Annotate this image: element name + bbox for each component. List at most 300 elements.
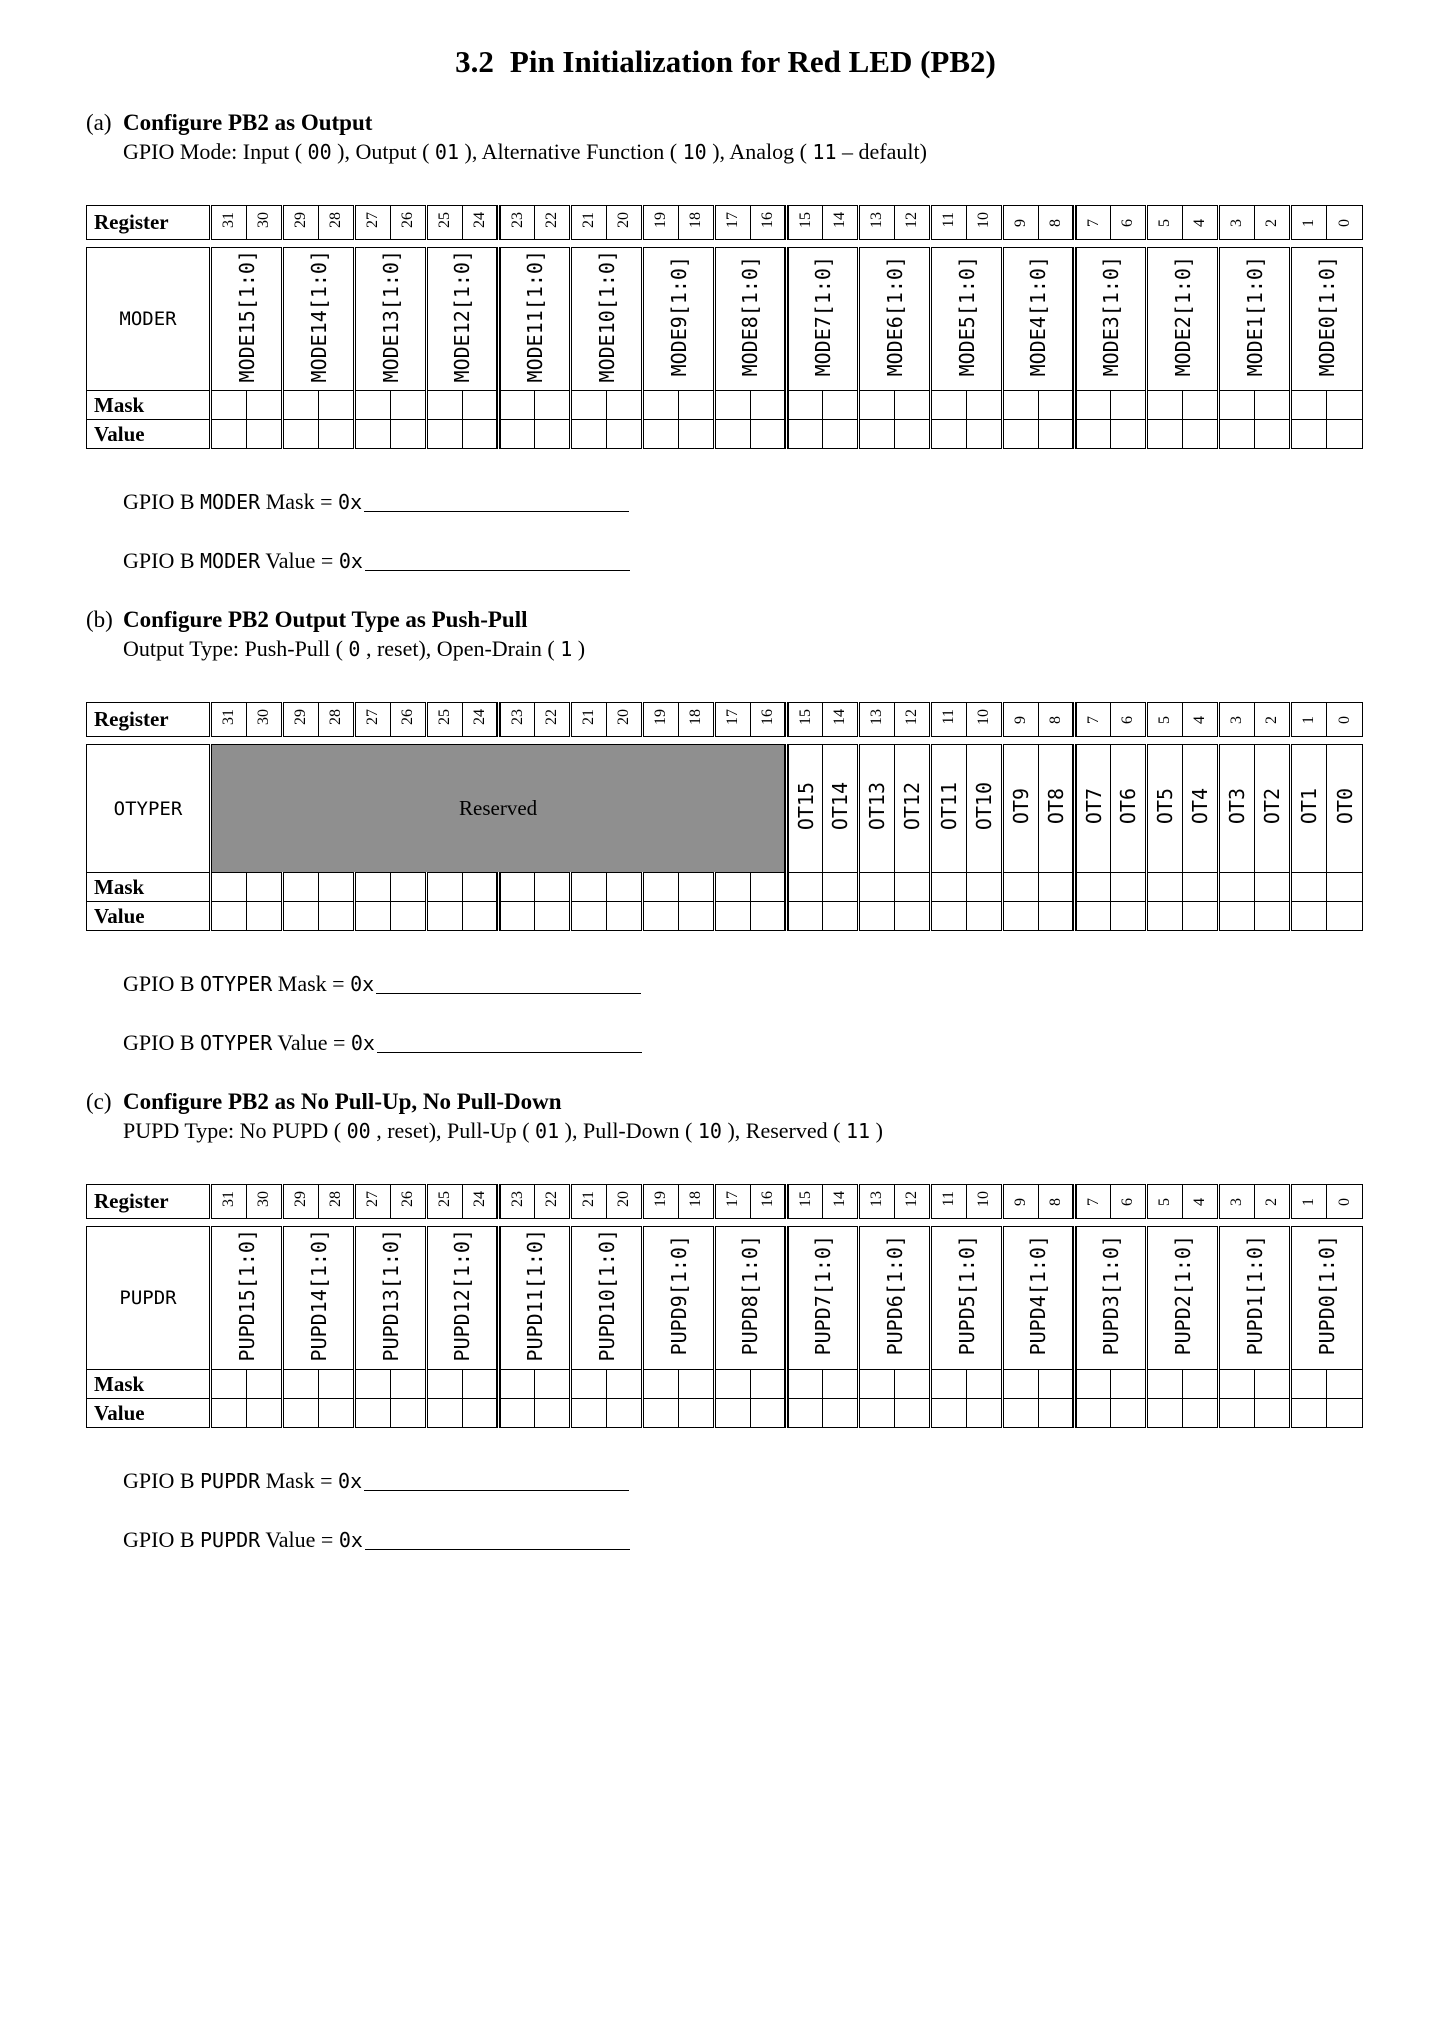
section-a — [86, 110, 1365, 574]
value-bit-cell[interactable] — [1183, 420, 1219, 449]
field-label: MODE10[1:0] — [594, 250, 619, 383]
value-bit-cell[interactable] — [1003, 902, 1039, 931]
mask-bit-cell[interactable] — [319, 873, 355, 902]
value-bit-cell[interactable] — [355, 420, 391, 449]
value-bit-cell[interactable] — [1075, 1399, 1111, 1428]
mask-bit-cell[interactable] — [499, 873, 535, 902]
value-bit-cell[interactable] — [1219, 1399, 1255, 1428]
bit-number-cell — [391, 703, 427, 737]
bit-number-cell — [895, 206, 931, 240]
mask-bit-cell[interactable] — [1255, 1370, 1291, 1399]
bit-number-cell — [1219, 1185, 1255, 1219]
value-bit-cell[interactable] — [427, 420, 463, 449]
value-bit-cell[interactable] — [1255, 1399, 1291, 1428]
value-bit-cell[interactable] — [1219, 420, 1255, 449]
field-cell — [787, 248, 859, 391]
field-cell — [1183, 745, 1219, 873]
section-heading-row — [86, 1089, 1365, 1115]
description-segment: ) — [577, 636, 586, 661]
mask-bit-cell[interactable] — [643, 391, 679, 420]
value-bit-cell[interactable] — [247, 420, 283, 449]
value-bit-cell[interactable] — [895, 420, 931, 449]
value-bit-cell[interactable] — [751, 1399, 787, 1428]
mask-bit-cell[interactable] — [1111, 873, 1147, 902]
field-label: PUPD9[1:0] — [666, 1235, 691, 1356]
value-bit-cell[interactable] — [571, 1399, 607, 1428]
mask-bit-cell[interactable] — [823, 1370, 859, 1399]
bit-number-cell — [1003, 206, 1039, 240]
fill-prefix: GPIO B — [123, 1468, 201, 1493]
mask-bit-cell[interactable] — [535, 1370, 571, 1399]
mask-bit-cell[interactable] — [679, 873, 715, 902]
bit-number-cell — [1255, 1185, 1291, 1219]
mask-bit-cell[interactable] — [463, 391, 499, 420]
section-description — [123, 636, 1365, 662]
mask-bit-cell[interactable] — [391, 873, 427, 902]
mask-bit-cell[interactable] — [607, 873, 643, 902]
mask-bit-cell[interactable] — [1219, 873, 1255, 902]
field-cell — [643, 248, 715, 391]
page-title-text: Pin Initialization for Red LED (PB2) — [509, 44, 996, 79]
bit-number-cell — [967, 1185, 1003, 1219]
mask-bit-cell[interactable] — [1291, 391, 1327, 420]
mask-bit-cell[interactable] — [1183, 1370, 1219, 1399]
mask-bit-cell[interactable] — [283, 873, 319, 902]
value-bit-cell[interactable] — [1291, 1399, 1327, 1428]
value-bit-cell[interactable] — [751, 902, 787, 931]
bit-number-cell — [391, 206, 427, 240]
value-bit-cell[interactable] — [571, 420, 607, 449]
mask-bit-cell[interactable] — [283, 391, 319, 420]
value-bit-cell[interactable] — [1075, 902, 1111, 931]
bit-number-cell — [355, 1185, 391, 1219]
value-bit-cell[interactable] — [859, 902, 895, 931]
bit-number-cell — [463, 206, 499, 240]
description-segment: 00 — [346, 1119, 371, 1143]
value-bit-cell[interactable] — [1327, 420, 1363, 449]
mask-bit-cell[interactable] — [319, 1370, 355, 1399]
mask-label-cell: Mask — [87, 1370, 211, 1399]
bit-number: 12 — [903, 1191, 920, 1207]
mask-bit-cell[interactable] — [787, 391, 823, 420]
field-label: OT10 — [972, 781, 997, 831]
mask-bit-cell[interactable] — [715, 1370, 751, 1399]
mask-bit-cell[interactable] — [787, 873, 823, 902]
bit-number-cell — [535, 703, 571, 737]
hex-prefix: 0x — [338, 490, 363, 514]
mask-bit-cell[interactable] — [463, 873, 499, 902]
mask-bit-cell[interactable] — [679, 391, 715, 420]
description-segment: ), Analog ( — [712, 139, 807, 164]
mask-bit-cell[interactable] — [427, 873, 463, 902]
value-bit-cell[interactable] — [427, 1399, 463, 1428]
value-bit-cell[interactable] — [535, 902, 571, 931]
mask-bit-cell[interactable] — [643, 873, 679, 902]
value-bit-cell[interactable] — [211, 902, 247, 931]
bit-number: 13 — [868, 212, 885, 228]
mask-bit-cell[interactable] — [1003, 391, 1039, 420]
section-label: (b) — [86, 607, 113, 632]
field-label: OT0 — [1332, 787, 1357, 825]
value-bit-cell[interactable] — [1075, 420, 1111, 449]
value-bit-cell[interactable] — [1327, 1399, 1363, 1428]
value-bit-cell[interactable] — [643, 420, 679, 449]
mask-bit-cell[interactable] — [1147, 391, 1183, 420]
value-bit-cell[interactable] — [787, 420, 823, 449]
mask-bit-cell[interactable] — [607, 1370, 643, 1399]
value-bit-cell[interactable] — [355, 902, 391, 931]
mask-bit-cell[interactable] — [247, 873, 283, 902]
mask-bit-cell[interactable] — [499, 1370, 535, 1399]
bit-number: 25 — [436, 709, 453, 725]
bit-number: 17 — [724, 709, 741, 725]
mask-bit-cell[interactable] — [283, 1370, 319, 1399]
value-bit-cell[interactable] — [1111, 1399, 1147, 1428]
value-bit-cell[interactable] — [211, 420, 247, 449]
fill-blank-line[interactable] — [365, 1547, 630, 1550]
bit-number-cell — [607, 1185, 643, 1219]
bit-header-table — [86, 205, 1363, 240]
description-segment: ), Output ( — [337, 139, 430, 164]
mask-bit-cell[interactable] — [751, 1370, 787, 1399]
value-bit-cell[interactable] — [823, 420, 859, 449]
mask-bit-cell[interactable] — [535, 391, 571, 420]
mask-bit-cell[interactable] — [1039, 873, 1075, 902]
value-bit-cell[interactable] — [391, 902, 427, 931]
fill-in-line — [123, 548, 1365, 574]
description-segment: 10 — [682, 140, 707, 164]
value-bit-cell[interactable] — [679, 1399, 715, 1428]
mask-bit-cell[interactable] — [895, 873, 931, 902]
value-bit-cell[interactable] — [463, 1399, 499, 1428]
field-label: PUPD13[1:0] — [378, 1229, 403, 1362]
field-row — [87, 745, 1363, 873]
mask-label-cell: Mask — [87, 391, 211, 420]
mask-bit-cell[interactable] — [1327, 391, 1363, 420]
value-bit-cell[interactable] — [787, 902, 823, 931]
value-bit-cell[interactable] — [499, 902, 535, 931]
value-bit-cell[interactable] — [499, 1399, 535, 1428]
value-bit-cell[interactable] — [1255, 902, 1291, 931]
value-bit-cell[interactable] — [679, 420, 715, 449]
mask-bit-cell[interactable] — [1219, 1370, 1255, 1399]
mask-bit-cell[interactable] — [715, 873, 751, 902]
value-bit-cell[interactable] — [1147, 1399, 1183, 1428]
mask-bit-cell[interactable] — [1075, 1370, 1111, 1399]
bit-number-cell — [463, 703, 499, 737]
mask-bit-cell[interactable] — [247, 1370, 283, 1399]
description-segment: ), Pull-Down ( — [564, 1118, 693, 1143]
mask-bit-cell[interactable] — [895, 391, 931, 420]
mask-bit-cell[interactable] — [859, 1370, 895, 1399]
bit-number: 27 — [364, 212, 381, 228]
bit-number: 17 — [724, 1191, 741, 1207]
field-label: MODE13[1:0] — [378, 250, 403, 383]
mask-bit-cell[interactable] — [859, 873, 895, 902]
mask-bit-cell[interactable] — [1111, 1370, 1147, 1399]
mask-bit-cell[interactable] — [679, 1370, 715, 1399]
mask-bit-cell[interactable] — [1327, 1370, 1363, 1399]
mask-bit-cell[interactable] — [211, 873, 247, 902]
field-label: PUPD11[1:0] — [523, 1229, 547, 1362]
field-cell — [715, 248, 787, 391]
mask-bit-cell[interactable] — [499, 391, 535, 420]
bit-number-cell — [571, 703, 607, 737]
mask-bit-cell[interactable] — [535, 873, 571, 902]
value-bit-cell[interactable] — [319, 420, 355, 449]
value-bit-cell[interactable] — [607, 1399, 643, 1428]
value-bit-cell[interactable] — [247, 902, 283, 931]
value-bit-cell[interactable] — [427, 902, 463, 931]
bit-number-cell — [499, 703, 535, 737]
mask-bit-cell[interactable] — [427, 391, 463, 420]
fill-register-name: PUPDR — [200, 1469, 261, 1493]
fill-blank-line[interactable] — [364, 509, 629, 512]
bit-number: 2 — [1263, 1197, 1280, 1206]
bit-number-cell — [1327, 703, 1363, 737]
bit-number: 21 — [580, 709, 597, 725]
bit-number-cell — [1255, 703, 1291, 737]
value-bit-cell[interactable] — [643, 1399, 679, 1428]
value-bit-cell[interactable] — [391, 1399, 427, 1428]
description-segment: 11 — [845, 1119, 871, 1143]
value-bit-cell[interactable] — [535, 1399, 571, 1428]
value-bit-cell[interactable] — [823, 902, 859, 931]
mask-bit-cell[interactable] — [1147, 873, 1183, 902]
mask-bit-cell[interactable] — [859, 391, 895, 420]
bit-number: 16 — [758, 1191, 776, 1207]
value-bit-cell[interactable] — [1147, 420, 1183, 449]
bit-number-cell — [1111, 703, 1147, 737]
bit-number: 15 — [796, 212, 814, 228]
bit-number-cell — [427, 206, 463, 240]
value-bit-cell[interactable] — [283, 1399, 319, 1428]
value-bit-cell[interactable] — [463, 902, 499, 931]
mask-bit-cell[interactable] — [1255, 873, 1291, 902]
mask-bit-cell[interactable] — [931, 1370, 967, 1399]
mask-bit-cell[interactable] — [1291, 1370, 1327, 1399]
fill-blank-line[interactable] — [364, 1488, 629, 1491]
bit-number: 28 — [327, 212, 344, 228]
value-bit-cell[interactable] — [859, 420, 895, 449]
mask-bit-cell[interactable] — [967, 873, 1003, 902]
bit-number: 10 — [975, 212, 992, 228]
mask-bit-cell[interactable] — [787, 1370, 823, 1399]
value-bit-cell[interactable] — [607, 420, 643, 449]
mask-bit-cell[interactable] — [427, 1370, 463, 1399]
mask-bit-cell[interactable] — [931, 391, 967, 420]
value-bit-cell[interactable] — [355, 1399, 391, 1428]
value-bit-cell[interactable] — [1111, 902, 1147, 931]
value-bit-cell[interactable] — [1003, 1399, 1039, 1428]
description-segment: , reset), Open-Drain ( — [365, 636, 555, 661]
bit-number-cell — [715, 703, 751, 737]
value-bit-cell[interactable] — [823, 1399, 859, 1428]
field-cell — [1075, 1227, 1147, 1370]
bit-number-cell — [427, 1185, 463, 1219]
mask-bit-cell[interactable] — [1111, 391, 1147, 420]
bit-number: 11 — [940, 212, 957, 228]
field-label: OT9 — [1009, 787, 1034, 825]
mask-bit-cell[interactable] — [247, 391, 283, 420]
value-bit-cell[interactable] — [247, 1399, 283, 1428]
mask-bit-cell[interactable] — [967, 1370, 1003, 1399]
value-bit-cell[interactable] — [967, 420, 1003, 449]
mask-bit-cell[interactable] — [355, 391, 391, 420]
value-bit-cell[interactable] — [895, 902, 931, 931]
mask-bit-cell[interactable] — [571, 1370, 607, 1399]
bit-number: 8 — [1046, 218, 1064, 227]
value-bit-cell[interactable] — [319, 1399, 355, 1428]
value-bit-cell[interactable] — [1291, 420, 1327, 449]
mask-bit-cell[interactable] — [607, 391, 643, 420]
value-bit-cell[interactable] — [643, 902, 679, 931]
mask-bit-cell[interactable] — [391, 1370, 427, 1399]
value-bit-cell[interactable] — [895, 1399, 931, 1428]
mask-bit-cell[interactable] — [319, 391, 355, 420]
mask-bit-cell[interactable] — [931, 873, 967, 902]
description-segment: 11 — [812, 140, 837, 164]
mask-bit-cell[interactable] — [571, 391, 607, 420]
bit-number: 18 — [687, 1191, 704, 1207]
mask-bit-cell[interactable] — [391, 391, 427, 420]
mask-bit-cell[interactable] — [1255, 391, 1291, 420]
value-bit-cell[interactable] — [787, 1399, 823, 1428]
bit-number-cell — [247, 206, 283, 240]
fill-kind: Value = — [260, 548, 339, 573]
mask-bit-cell[interactable] — [355, 873, 391, 902]
value-bit-cell[interactable] — [1111, 420, 1147, 449]
mask-bit-cell[interactable] — [1183, 391, 1219, 420]
mask-bit-cell[interactable] — [211, 1370, 247, 1399]
value-bit-cell[interactable] — [1183, 1399, 1219, 1428]
value-bit-cell[interactable] — [1183, 902, 1219, 931]
value-bit-cell[interactable] — [751, 420, 787, 449]
mask-bit-cell[interactable] — [1327, 873, 1363, 902]
value-bit-cell[interactable] — [931, 420, 967, 449]
value-bit-cell[interactable] — [319, 902, 355, 931]
value-bit-cell[interactable] — [1147, 902, 1183, 931]
mask-bit-cell[interactable] — [967, 391, 1003, 420]
bit-number: 29 — [292, 1191, 309, 1207]
value-bit-cell[interactable] — [391, 420, 427, 449]
field-label: MODE5[1:0] — [954, 256, 979, 377]
mask-bit-cell[interactable] — [751, 391, 787, 420]
bit-number: 4 — [1191, 1197, 1208, 1206]
bit-number-cell — [391, 1185, 427, 1219]
mask-bit-cell[interactable] — [1219, 391, 1255, 420]
pupdr-body-table — [86, 1226, 1363, 1428]
bit-number-cell — [283, 703, 319, 737]
mask-bit-cell[interactable] — [463, 1370, 499, 1399]
value-bit-cell[interactable] — [715, 1399, 751, 1428]
bit-number: 14 — [831, 212, 848, 228]
mask-row — [87, 873, 1363, 902]
field-label: OT12 — [900, 781, 925, 831]
bit-number: 25 — [436, 212, 453, 228]
bit-number: 6 — [1119, 218, 1136, 227]
value-bit-cell[interactable] — [607, 902, 643, 931]
mask-bit-cell[interactable] — [1003, 1370, 1039, 1399]
value-bit-cell[interactable] — [535, 420, 571, 449]
value-bit-cell[interactable] — [967, 902, 1003, 931]
mask-bit-cell[interactable] — [1291, 873, 1327, 902]
field-cell — [283, 1227, 355, 1370]
value-bit-cell[interactable] — [1219, 902, 1255, 931]
bit-number: 23 — [508, 709, 526, 725]
mask-bit-cell[interactable] — [355, 1370, 391, 1399]
value-bit-cell[interactable] — [859, 1399, 895, 1428]
mask-bit-cell[interactable] — [1147, 1370, 1183, 1399]
bit-number-cell — [1039, 206, 1075, 240]
value-bit-cell[interactable] — [1003, 420, 1039, 449]
value-bit-cell[interactable] — [1291, 902, 1327, 931]
value-bit-cell[interactable] — [1039, 902, 1075, 931]
bit-number-cell — [859, 206, 895, 240]
mask-bit-cell[interactable] — [1003, 873, 1039, 902]
value-bit-cell[interactable] — [499, 420, 535, 449]
bit-number: 1 — [1300, 715, 1317, 724]
value-bit-cell[interactable] — [1327, 902, 1363, 931]
bit-number: 26 — [399, 1191, 416, 1207]
value-bit-cell[interactable] — [931, 902, 967, 931]
value-bit-cell[interactable] — [931, 1399, 967, 1428]
bit-number-cell — [823, 206, 859, 240]
value-bit-cell[interactable] — [1039, 420, 1075, 449]
mask-bit-cell[interactable] — [1039, 391, 1075, 420]
bit-number-cell — [859, 703, 895, 737]
mask-bit-cell[interactable] — [751, 873, 787, 902]
mask-bit-cell[interactable] — [1075, 873, 1111, 902]
fill-blank-line[interactable] — [377, 1050, 642, 1053]
value-bit-cell[interactable] — [1255, 420, 1291, 449]
bit-number: 12 — [903, 709, 920, 725]
fill-blank-line[interactable] — [365, 568, 630, 571]
value-bit-cell[interactable] — [283, 902, 319, 931]
mask-bit-cell[interactable] — [823, 391, 859, 420]
mask-bit-cell[interactable] — [571, 873, 607, 902]
value-bit-cell[interactable] — [679, 902, 715, 931]
mask-bit-cell[interactable] — [1075, 391, 1111, 420]
description-segment: ) — [875, 1118, 883, 1143]
fill-register-name: OTYPER — [200, 1031, 273, 1055]
mask-bit-cell[interactable] — [715, 391, 751, 420]
field-label: MODE6[1:0] — [882, 256, 907, 377]
field-label: MODE1[1:0] — [1242, 256, 1267, 377]
value-bit-cell[interactable] — [283, 420, 319, 449]
mask-bit-cell[interactable] — [1039, 1370, 1075, 1399]
mask-bit-cell[interactable] — [823, 873, 859, 902]
value-bit-cell[interactable] — [967, 1399, 1003, 1428]
hex-prefix: 0x — [338, 549, 363, 573]
field-label: MODE12[1:0] — [450, 250, 474, 383]
bit-number: 30 — [255, 212, 272, 228]
mask-bit-cell[interactable] — [1183, 873, 1219, 902]
fill-in-line — [123, 489, 1365, 515]
value-bit-cell[interactable] — [715, 902, 751, 931]
value-bit-cell[interactable] — [211, 1399, 247, 1428]
value-bit-cell[interactable] — [571, 902, 607, 931]
mask-bit-cell[interactable] — [895, 1370, 931, 1399]
value-bit-cell[interactable] — [715, 420, 751, 449]
hex-prefix: 0x — [338, 1528, 363, 1552]
value-bit-cell[interactable] — [463, 420, 499, 449]
mask-bit-cell[interactable] — [211, 391, 247, 420]
fill-blank-line[interactable] — [376, 991, 641, 994]
value-bit-cell[interactable] — [1039, 1399, 1075, 1428]
mask-bit-cell[interactable] — [643, 1370, 679, 1399]
description-segment: 10 — [697, 1119, 722, 1143]
